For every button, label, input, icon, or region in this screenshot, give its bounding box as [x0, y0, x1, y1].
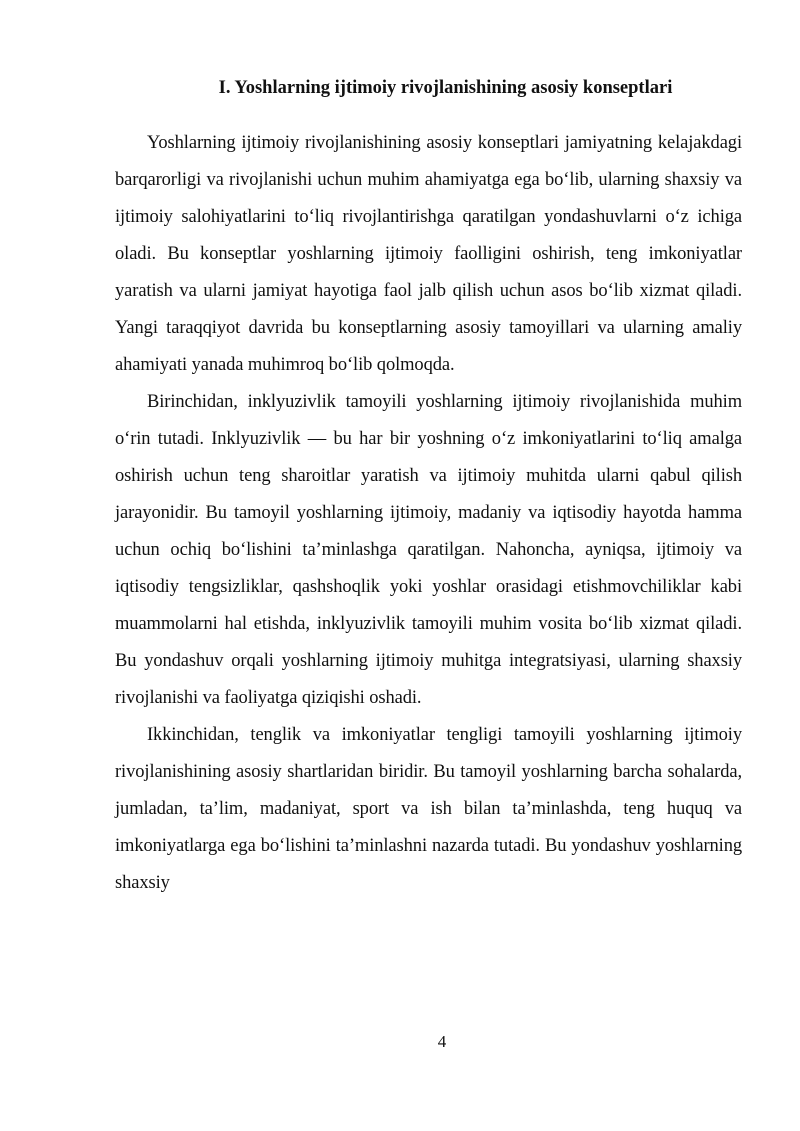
document-page	[115, 72, 742, 902]
page-number: 4	[437, 1032, 447, 1051]
paragraph-intro: Yoshlarning ijtimoiy rivojlanishining asosiy konseptlari jamiyatning kelajakdagi barqarorligi va rivojlanishi uchun muhim ahamiyatga ega bo‘lib, ularning shaxsiy va ijtimoiy salohiyatlarini to‘liq rivojlantirishga qaratilgan yondashuvlarni o‘z ichiga oladi. Bu konseptlar yoshlarning ijtimoiy faolligini oshirish, teng imkoniyatlar yaratish va ularni jamiyat hayotiga faol jalb qilish uchun asos bo‘lib xizmat qiladi. Yangi taraqqiyot davrida bu konseptlarning asosiy tamoyillari va ularning amaliy ahamiyati yanada muhimroq bo‘lib qolmoqda.	[115, 133, 742, 375]
section-heading: I. Yoshlarning ijtimoiy rivojlanishining asosiy konseptlari	[218, 78, 673, 98]
paragraph-inclusivity: Birinchidan, inklyuzivlik tamoyili yoshlarning ijtimoiy rivojlanishida muhim o‘rin tutadi. Inklyuzivlik — bu har bir yoshning o‘z imkoniyatlarini to‘liq amalga oshirish uchun teng sharoitlar yaratish va ijtimoiy muhitda ularni qabul qilish jarayonidir. Bu tamoyil yoshlarning ijtimoiy, madaniy va iqtisodiy hayotda hamma uchun ochiq bo‘lishini ta’minlashga qaratilgan. Nahoncha, ayniqsa, ijtimoiy va iqtisodiy tengsizliklar, qashshoqlik yoki yoshlar orasidagi etishmovchiliklar kabi muammolarni hal etishda, inklyuzivlik tamoyili muhim vosita bo‘lib xizmat qiladi. Bu yondashuv orqali yoshlarning ijtimoiy muhitga integratsiyasi, ularning shaxsiy rivojlanishi va faoliyatga qiziqishi oshadi.	[115, 392, 742, 708]
paragraph-equality: Ikkinchidan, tenglik va imkoniyatlar tengligi tamoyili yoshlarning ijtimoiy rivojlanishining asosiy shartlaridan biridir. Bu tamoyil yoshlarning barcha sohalarda, jumladan, ta’lim, madaniyat, sport va ish bilan ta’minlashda, teng huquq va imkoniyatlarga ega bo‘lishini ta’minlashni nazarda tutadi. Bu yondashuv yoshlarning shaxsiy	[115, 725, 742, 893]
